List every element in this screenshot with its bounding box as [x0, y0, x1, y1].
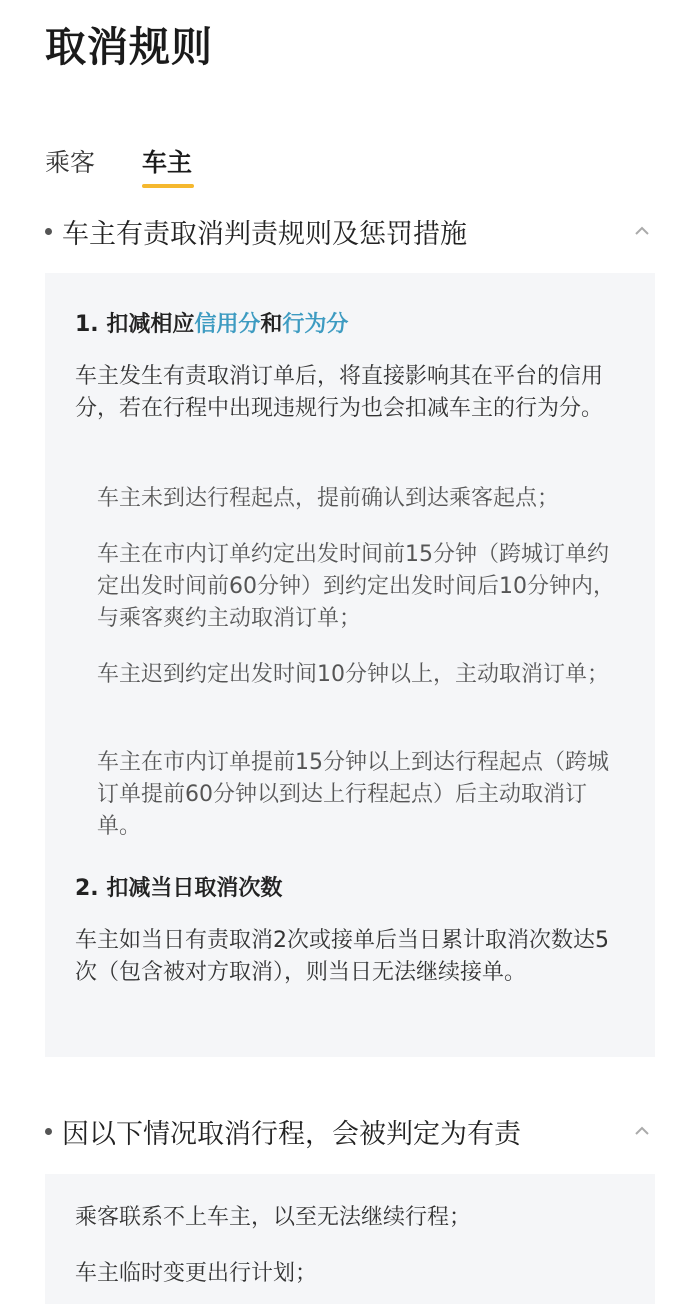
- list-item: 车主在市内订单约定出发时间前15分钟（跨城订单约定出发时间前60分钟）到约定出发时间后10分钟内，与乘客爽约主动取消订单；: [97, 542, 615, 631]
- section-title: 因以下情况取消行程，会被判定为有责: [62, 1118, 521, 1150]
- bullet-icon: [45, 228, 52, 235]
- tab-passenger[interactable]: 乘客: [45, 148, 96, 177]
- behavior-score-link[interactable]: 行为分: [282, 312, 349, 337]
- chevron-up-icon[interactable]: [634, 1123, 650, 1139]
- bullet-icon: [45, 1128, 52, 1135]
- rule-paragraph: 车主发生有责取消订单后，将直接影响其在平台的信用分，若在行程中出现违规行为也会扣减车主的行为分。: [75, 364, 604, 421]
- page-title: 取消规则: [45, 23, 213, 71]
- list-item: 车主未到达行程起点，提前确认到达乘客起点；: [97, 486, 560, 511]
- list-item: 乘客联系不上车主，以至无法继续行程；: [75, 1205, 472, 1230]
- heading-conjunction: 和: [260, 312, 283, 337]
- heading-prefix: 1. 扣减相应: [75, 312, 195, 337]
- chevron-up-icon[interactable]: [634, 223, 650, 239]
- rules-panel: [45, 273, 655, 1057]
- tab-driver[interactable]: 车主: [142, 148, 193, 177]
- rule-heading-deduct-scores: [75, 307, 348, 338]
- rule-heading-deduct-cancellations: 2. 扣减当日取消次数: [75, 876, 283, 901]
- section-title: 车主有责取消判责规则及惩罚措施: [62, 218, 467, 250]
- list-item: 车主临时变更出行计划；: [75, 1261, 318, 1286]
- rule-paragraph: 车主如当日有责取消2次或接单后当日累计取消次数达5次（包含被对方取消），则当日无法继续接单。: [75, 928, 609, 985]
- cases-panel: [45, 1174, 655, 1304]
- credit-score-link[interactable]: 信用分: [194, 312, 261, 337]
- section-header-responsible-cases[interactable]: [45, 1111, 655, 1151]
- tab-active-underline: [142, 184, 194, 188]
- list-item: 车主迟到约定出发时间10分钟以上，主动取消订单；: [97, 662, 609, 687]
- list-item: 车主在市内订单提前15分钟以上到达行程起点（跨城订单提前60分钟以到达上行程起点）后主动取消订单。: [97, 750, 609, 839]
- section-header-driver-responsibility[interactable]: [45, 211, 655, 251]
